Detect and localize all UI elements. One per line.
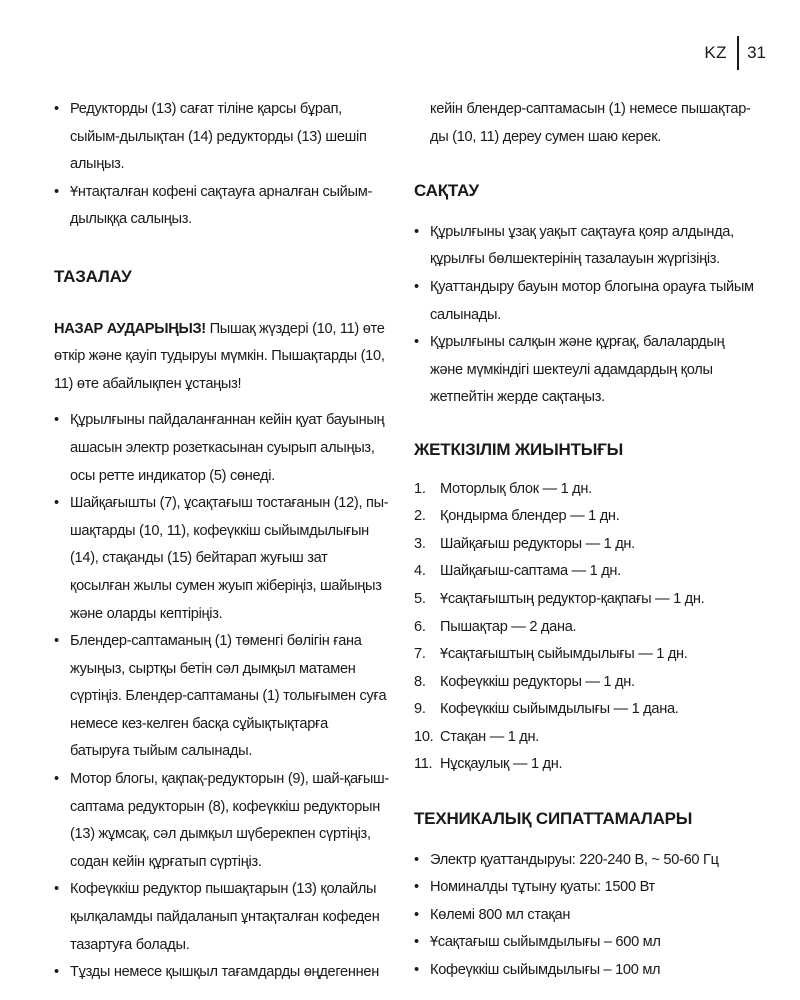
item-text: Кофеүккіш сыйымдылығы — 1 дана. [440, 701, 679, 718]
item-text: Қондырма блендер — 1 дн. [440, 508, 620, 525]
item-text: Нұсқаулық — 1 дн. [440, 756, 563, 773]
item-text: Шайқағыш-саптама — 1 дн. [440, 563, 621, 580]
list-item [414, 751, 754, 779]
item-number: 2. [414, 508, 426, 525]
list-item: • Номиналды тұтыну қуаты: 1500 Вт [414, 874, 754, 902]
list-item: • Кофеүккіш редуктор пышақтарын (13) қолайлы қылқаламды пайдаланып ұнтақталған кофеден тазартуға болады. [54, 876, 390, 959]
list-item [414, 614, 754, 642]
list-item: • Ұсақтағыш сыйымдылығы – 600 мл [414, 929, 754, 957]
list-item: • Тұзды немесе қышқыл тағамдарды өңдегеннен [54, 959, 390, 987]
list-item [414, 669, 754, 697]
list-item: • Көлемі 800 мл стақан [414, 902, 754, 930]
tech-specs-list [414, 847, 754, 985]
item-text: Кофеүккіш редукторы — 1 дн. [440, 673, 635, 690]
item-number: 1. [414, 480, 426, 497]
list-item [414, 696, 754, 724]
list-item [414, 586, 754, 614]
warning-label: НАЗАР АУДАРЫҢЫЗ! [54, 320, 206, 337]
list-item: • Құрылғыны пайдаланғаннан кейін қуат бауының ашасын электр розеткасынан суырып алыңыз, осы ретте индикатор (5) сөнеді. [54, 407, 390, 490]
continued-text: кейін блендер-саптамасын (1) немесе пышақтар-ды (10, 11) дереу сумен шаю керек. [430, 101, 751, 145]
list-item: • Электр қуаттандыруы: 220-240 В, ~ 50-60 Гц [414, 847, 754, 875]
list-item: • Ұнтақталған кофені сақтауға арналған сыйым-дылыққа салыңыз. [54, 179, 390, 234]
left-column [54, 96, 390, 987]
cleaning-list [54, 407, 390, 986]
item-number: 8. [414, 673, 426, 690]
item-text: Моторлық блок — 1 дн. [440, 480, 592, 497]
item-number: 6. [414, 618, 426, 635]
cleaning-heading: ТАЗАЛАУ [54, 266, 132, 286]
list-item: • Құрылғыны салқын және құрғақ, балалардың және мүмкіндігі шектеулі адамдардың қолы жетпейтін жерде сақтаңыз. [414, 329, 754, 412]
item-number: 5. [414, 590, 426, 607]
list-item: • Шайқағышты (7), ұсақтағыш тостағанын (12), пы-шақтарды (10, 11), кофеүккіш сыйымдылығын (14), стақанды (15) бейтарап жуғыш зат қосылған жылы сумен жуып жіберіңіз, шайыңыз және оларды кептіріңіз. [54, 490, 390, 628]
item-number: 10. [414, 728, 434, 745]
page-number: 31 [747, 43, 766, 62]
delivery-list [414, 476, 754, 780]
item-text: Стақан — 1 дн. [440, 728, 540, 745]
list-item [414, 558, 754, 586]
item-number: 4. [414, 563, 426, 580]
page-header [704, 36, 766, 70]
list-item: • Редукторды (13) сағат тіліне қарсы бұрап, сыйым-дылықтан (14) редукторды (13) шешіп алыңыз. [54, 96, 390, 179]
delivery-heading: ЖЕТКІЗІЛІМ ЖИЫНТЫҒЫ [414, 439, 624, 459]
item-text: Ұсақтағыштың редуктор-қақпағы — 1 дн. [440, 590, 705, 607]
list-item [414, 531, 754, 559]
warning-paragraph [54, 316, 390, 399]
list-item: • Құрылғыны ұзақ уақыт сақтауға қояр алдында, құрылғы бөлшектерінің тазалауын жүргізіңіз. [414, 219, 754, 274]
warning-text: Пышақ жүздері (10, 11) өте өткір және қауіп тудыруы мүмкін. Пышақтарды (10, 11) өте абайлықпен ұстаңыз! [54, 320, 385, 392]
list-item: • Блендер-саптаманың (1) төменгі бөлігін ғана жуыңыз, сыртқы бетін сәл дымқыл матамен сүртіңіз. Блендер-саптаманы (1) толығымен суға немесе кез-келген басқа сұйықтықтарға батыруға тыйым салынады. [54, 628, 390, 766]
language-code: KZ [704, 43, 728, 62]
item-text: Пышақтар — 2 дана. [440, 618, 577, 635]
item-text: Ұсақтағыштың сыйымдылығы — 1 дн. [440, 646, 688, 663]
list-item: • Мотор блогы, қақпақ-редукторын (9), шай-қағыш-саптама редукторын (8), кофеүккіш редукторын (13) жұмсақ, сәл дымқыл шүберекпен сүртіңіз, содан кейін құрғатып сүртіңіз. [54, 766, 390, 876]
item-number: 9. [414, 701, 426, 718]
item-text: Шайқағыш редукторы — 1 дн. [440, 535, 635, 552]
storage-heading: САҚТАУ [414, 181, 479, 201]
storage-list [414, 219, 754, 412]
item-number: 7. [414, 646, 426, 663]
right-column [414, 96, 754, 985]
item-number: 11. [414, 756, 433, 773]
list-item [414, 476, 754, 504]
list-item [414, 641, 754, 669]
list-item [414, 503, 754, 531]
list-item: • Қуаттандыру бауын мотор блогына орауға тыйым салынады. [414, 274, 754, 329]
list-item: • Кофеүккіш сыйымдылығы – 100 мл [414, 957, 754, 985]
intro-list [54, 96, 390, 234]
tech-specs-heading: ТЕХНИКАЛЫҚ СИПАТТАМАЛАРЫ [414, 809, 693, 829]
list-item [414, 724, 754, 752]
item-number: 3. [414, 535, 426, 552]
